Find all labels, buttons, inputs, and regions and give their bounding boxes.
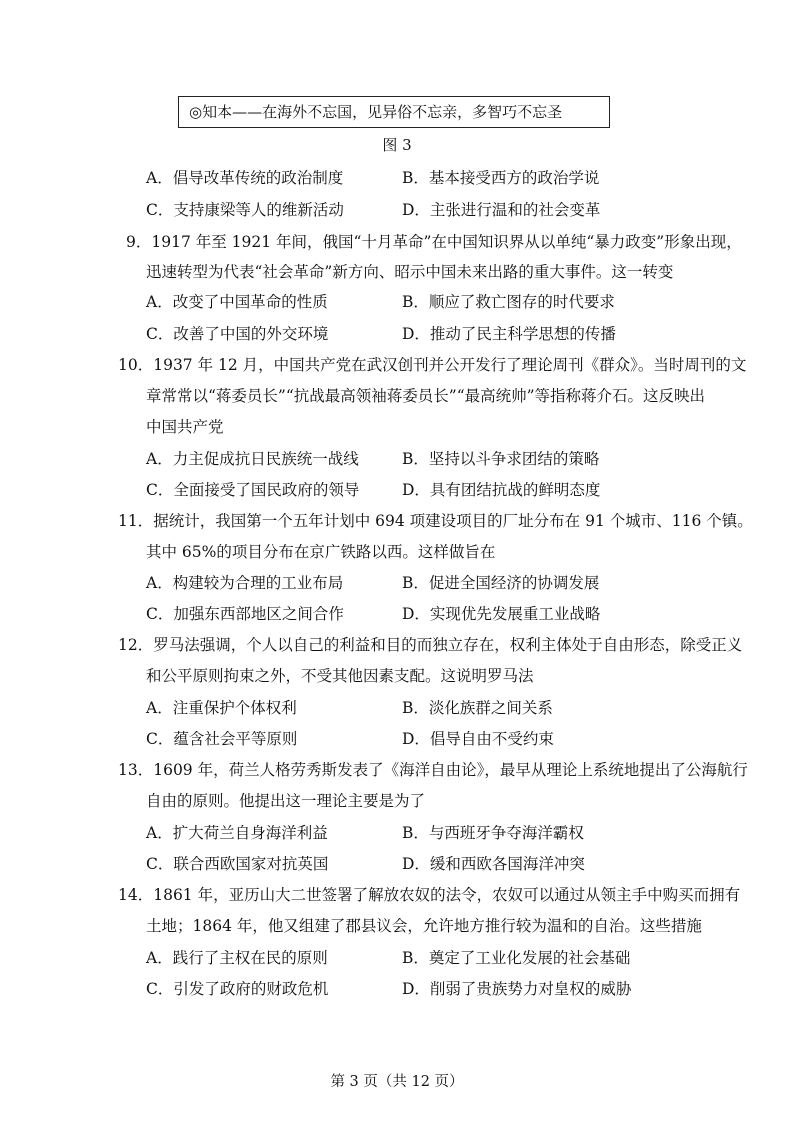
q14-option-c: C．引发了政府的财政危机 xyxy=(146,980,329,998)
q13-option-d: D．缓和西欧各国海洋冲突 xyxy=(402,855,585,873)
q14-option-b: B．奠定了工业化发展的社会基础 xyxy=(402,949,631,967)
q9-option-b: B．顺应了救亡图存的时代要求 xyxy=(402,293,615,311)
q10-option-a: A．力主促成抗日民族统一战线 xyxy=(146,450,359,468)
q14-stem-line1: 14．1861 年，亚历山大二世签署了解放农奴的法令，农奴可以通过从领主手中购买而拥有 xyxy=(118,886,741,904)
q9-stem-line1: 9．1917 年至 1921 年间，俄国“十月革命”在中国知识界从以单纯“暴力政变”形象出现， xyxy=(126,233,742,251)
q10-option-c: C．全面接受了国民政府的领导 xyxy=(146,481,360,499)
page-number-footer: 第 3 页（共 12 页） xyxy=(330,1074,464,1090)
q10-stem-line3: 中国共产党 xyxy=(146,418,224,436)
q12-option-d: D．倡导自由不受约束 xyxy=(402,730,554,748)
q8-option-c: C．支持康梁等人的维新活动 xyxy=(146,201,344,219)
q12-stem-line2: 和公平原则拘束之外，不受其他因素支配。这说明罗马法 xyxy=(146,667,534,685)
q13-option-c: C．联合西欧国家对抗英国 xyxy=(146,855,329,873)
q13-option-b: B．与西班牙争夺海洋霸权 xyxy=(402,824,584,842)
q9-option-d: D．推动了民主科学思想的传播 xyxy=(402,325,616,343)
q11-option-a: A．构建较为合理的工业布局 xyxy=(146,574,344,592)
q12-option-c: C．蕴含社会平等原则 xyxy=(146,730,298,748)
q13-stem-line1: 13．1609 年，荷兰人格劳秀斯发表了《海洋自由论》，最早从理论上系统地提出了公海航行 xyxy=(118,761,748,779)
q9-stem-line2: 迅速转型为代表“社会革命”新方向、昭示中国未来出路的重大事件。这一转变 xyxy=(146,263,674,281)
q10-stem-line1: 10．1937 年 12 月，中国共产党在武汉创刊并公开发行了理论周刊《群众》。当时周刊的文 xyxy=(118,356,747,374)
q12-option-a: A．注重保护个体权利 xyxy=(146,699,297,717)
q9-option-c: C．改善了中国的外交环境 xyxy=(146,325,329,343)
q14-option-d: D．削弱了贵族势力对皇权的威胁 xyxy=(402,980,632,998)
figure-caption: 图 3 xyxy=(382,136,412,154)
q13-option-a: A．扩大荷兰自身海洋利益 xyxy=(146,824,328,842)
q11-option-d: D．实现优先发展重工业战略 xyxy=(402,605,601,623)
q11-stem-line1: 11．据统计，我国第一个五年计划中 694 项建设项目的厂址分布在 91 个城市、116 个镇。 xyxy=(118,512,753,530)
q8-option-d: D．主张进行温和的社会变革 xyxy=(402,201,601,219)
q9-option-a: A．改变了中国革命的性质 xyxy=(146,293,328,311)
q12-stem-line1: 12．罗马法强调，个人以自己的利益和目的而独立存在，权利主体处于自由形态，除受正义 xyxy=(118,636,743,654)
q12-option-b: B．淡化族群之间关系 xyxy=(402,699,553,717)
q11-option-b: B．促进全国经济的协调发展 xyxy=(402,574,600,592)
q10-stem-line2: 章常常以“蒋委员长”“抗战最高领袖蒋委员长”“最高统帅”等指称蒋介石。这反映出 xyxy=(146,387,706,405)
q14-option-a: A．践行了主权在民的原则 xyxy=(146,949,328,967)
q8-option-b: B．基本接受西方的政治学说 xyxy=(402,169,600,187)
q11-option-c: C．加强东西部地区之间合作 xyxy=(146,605,344,623)
figure-quote-box: ◎知本——在海外不忘国，见异俗不忘亲，多智巧不忘圣 xyxy=(178,96,610,128)
q10-option-d: D．具有团结抗战的鲜明态度 xyxy=(402,481,601,499)
q14-stem-line2: 土地；1864 年，他又组建了郡县议会，允许地方推行较为温和的自治。这些措施 xyxy=(146,917,702,935)
q10-option-b: B．坚持以斗争求团结的策略 xyxy=(402,450,600,468)
q11-stem-line2: 其中 65%的项目分布在京广铁路以西。这样做旨在 xyxy=(146,543,496,561)
q13-stem-line2: 自由的原则。他提出这一理论主要是为了 xyxy=(146,792,426,810)
q8-option-a: A．倡导改革传统的政治制度 xyxy=(146,169,344,187)
